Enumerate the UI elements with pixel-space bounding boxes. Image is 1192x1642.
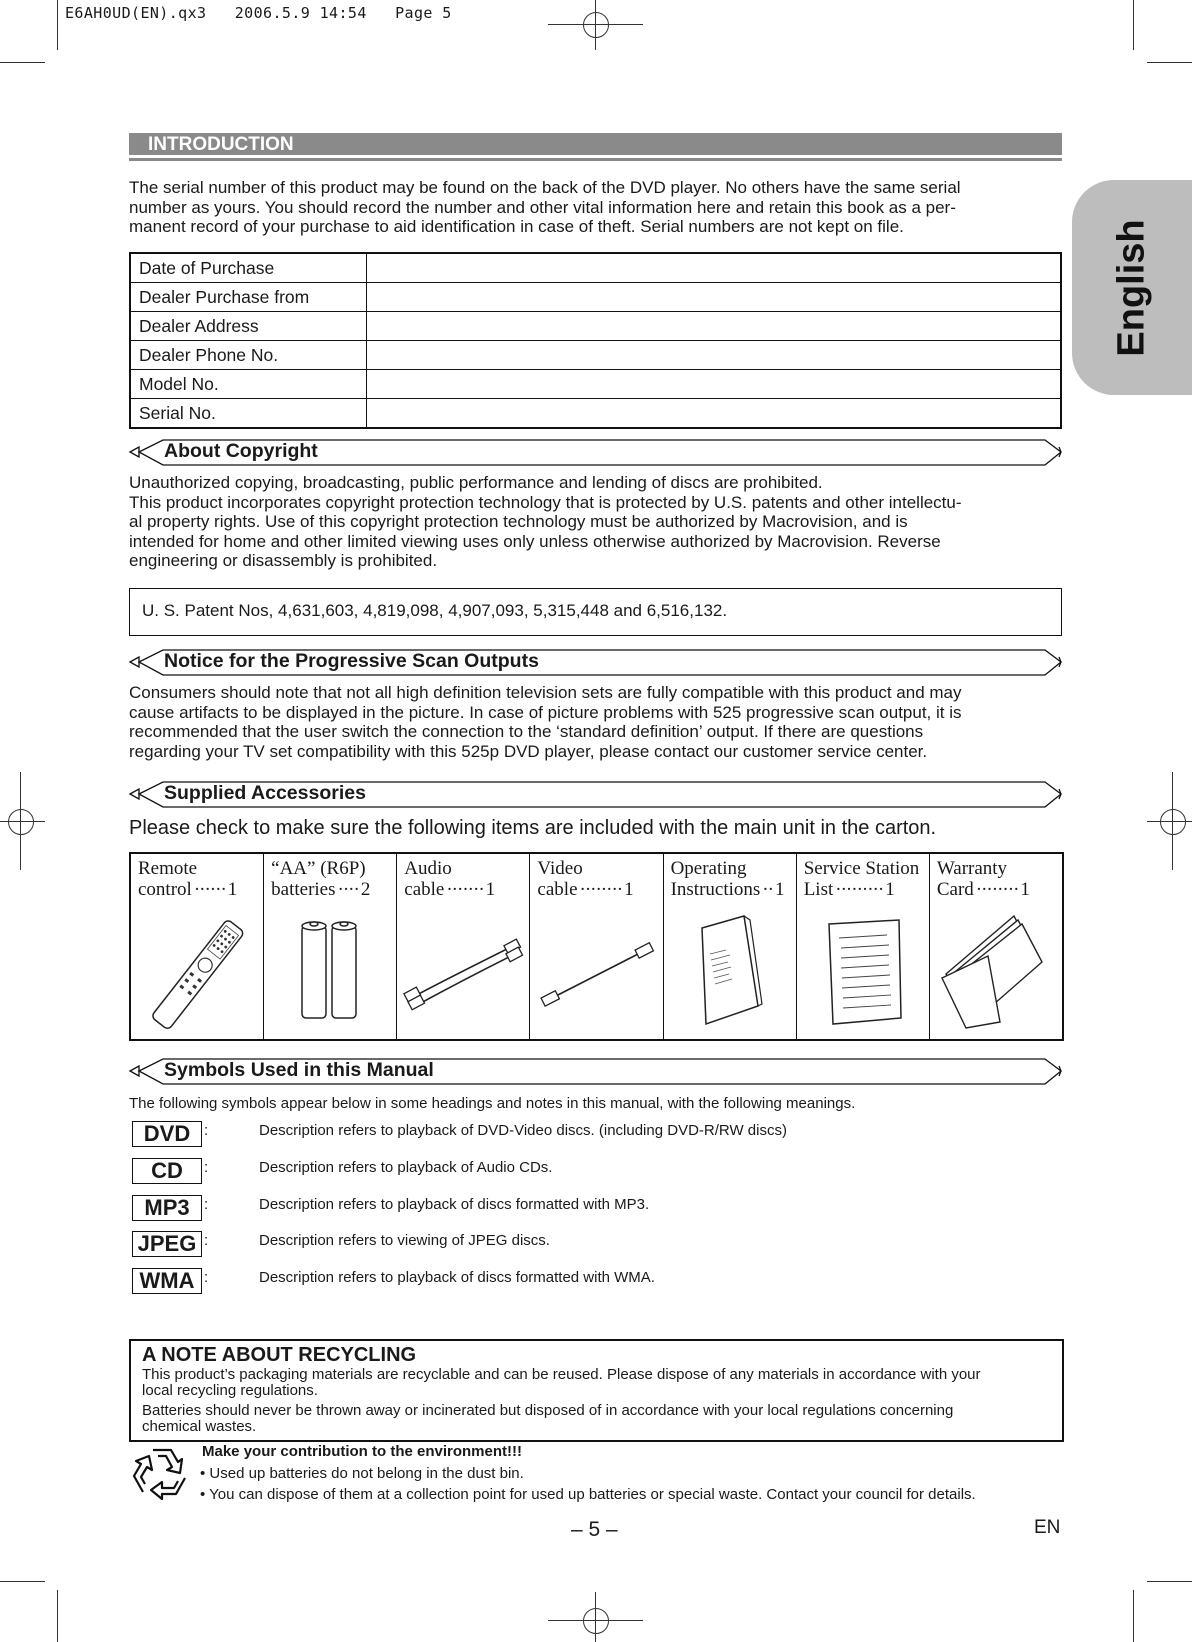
accessory-quantity: 1 [1020,879,1030,900]
accessory-name-line2: cable [404,879,445,900]
accessory-quantity: 1 [485,879,496,900]
table-row [130,253,1061,283]
recycling-title: A NOTE ABOUT RECYCLING [142,1344,417,1366]
paragraph-line: chemical wastes. [142,1418,257,1435]
copyright-section-header [127,438,1064,468]
symbols-title: Symbols Used in this Manual [164,1059,434,1081]
accessory-item [396,854,529,1039]
batteries-icon [264,914,396,1034]
paragraph-line: recommended that the user switch the connection to the ‘standard definition’ output. If there are questions [129,722,924,742]
leader-dots: ········ [975,879,1019,900]
field-value[interactable] [367,399,1062,429]
table-row [130,283,1061,312]
field-value[interactable] [367,312,1062,341]
accessory-name: Audio [404,858,452,879]
accessories-intro: Please check to make sure the following items are included with the main unit in the carton. [129,817,937,839]
paragraph-line: cause artifacts to be displayed in the picture. In case of picture problems with 525 progressive scan output, it is [129,702,962,722]
recycling-paragraph [142,1367,1052,1399]
introduction-header-rule [129,158,1062,161]
accessory-quantity: 2 [360,879,371,900]
accessories-section-header [127,780,1064,810]
manual-booklet-icon [664,914,796,1034]
accessories-title: Supplied Accessories [164,782,366,804]
progressive-section-header [127,648,1064,678]
symbol-description: Description refers to viewing of JPEG discs. [259,1232,550,1249]
accessory-item [529,854,662,1039]
accessory-name: Service Station [803,858,920,879]
field-label: Dealer Address [130,312,367,341]
paragraph-line: al property rights. Use of this copyright protection technology must be authorized by Macrovision, and is [129,512,908,532]
accessory-name-line2: cable [537,879,578,900]
paragraph-line: engineering or disassembly is prohibited. [129,551,438,571]
symbol-colon: : [204,1269,209,1286]
disc-type-badge: JPEG [132,1231,202,1257]
disc-type-badge: DVD [132,1121,202,1147]
leader-dots: ···· [337,879,359,900]
accessory-name-line2: List [803,879,834,900]
accessory-name: Remote [138,858,198,879]
symbol-description: Description refers to playback of DVD-Video discs. (including DVD-R/RW discs) [259,1122,787,1139]
audio-cable-icon [397,914,529,1034]
symbols-section-header [127,1057,1064,1087]
accessory-quantity: 1 [624,879,634,900]
accessory-name-line2: control [138,879,192,900]
field-value[interactable] [367,341,1062,370]
paragraph-line: regarding your TV set compatibility with this 525p DVD player, please contact our customer service center. [129,741,928,761]
table-row [130,370,1061,399]
language-tab-label: English [1110,218,1153,357]
accessory-item [929,854,1062,1039]
paragraph-line: Batteries should never be thrown away or incinerated but disposed of in accordance with your local regulations concerning [142,1402,954,1419]
environment-item: • You can dispose of them at a collection point for used up batteries or special waste. Contact your council for details. [200,1486,976,1503]
accessory-quantity: 1 [227,879,238,900]
paragraph-line: number as yours. You should record the number and other vital information here and retain this book as a per- [129,197,956,217]
introduction-paragraph [129,178,961,237]
leader-dots: ········· [835,879,884,900]
patent-numbers: U. S. Patent Nos, 4,631,603, 4,819,098, 4,907,093, 5,315,448 and 6,516,132. [142,601,728,620]
leader-dots: ······· [446,879,484,900]
copyright-title: About Copyright [164,440,318,462]
accessory-item [796,854,929,1039]
progressive-paragraph [129,683,962,761]
field-label: Model No. [130,370,367,399]
accessory-name-line2: batteries [271,879,336,900]
recycling-paragraph [142,1403,1052,1435]
disc-type-badge: WMA [132,1268,202,1294]
accessory-name: Operating [670,858,747,879]
recycle-icon [131,1444,193,1506]
environment-item: • Used up batteries do not belong in the dust bin. [200,1465,524,1482]
leader-dots: ·· [762,879,773,900]
symbol-colon: : [204,1232,209,1249]
video-cable-icon [530,914,662,1034]
warranty-card-icon [930,914,1062,1034]
paragraph-line: This product incorporates copyright protection technology that is protected by U.S. patents and other intellectu- [129,492,962,512]
symbol-colon: : [204,1196,209,1213]
copyright-paragraph [129,473,962,571]
accessory-item [663,854,796,1039]
symbol-description: Description refers to playback of discs formatted with MP3. [259,1196,650,1213]
symbols-intro: The following symbols appear below in some headings and notes in this manual, with the following meanings. [129,1095,856,1112]
field-label: Serial No. [130,399,367,429]
print-header: E6AH0UD(EN).qx3 2006.5.9 14:54 Page 5 [65,4,452,22]
accessory-name: Video [537,858,583,879]
accessory-item [131,854,263,1039]
accessory-name-line2: Card [936,879,974,900]
language-tab[interactable] [1072,180,1192,395]
paragraph-line: manent record of your purchase to aid identification in case of theft. Serial numbers are not kept on file. [129,217,904,237]
symbol-description: Description refers to playback of discs formatted with WMA. [259,1269,655,1286]
table-row [130,312,1061,341]
field-label: Date of Purchase [130,253,367,283]
page-number: – 5 – [571,1518,618,1541]
field-value[interactable] [367,370,1062,399]
progressive-title: Notice for the Progressive Scan Outputs [164,650,539,672]
leader-dots: ········ [579,879,623,900]
paragraph-line: intended for home and other limited viewing uses only unless otherwise authorized by Macrovision. Reverse [129,531,941,551]
paragraph-line: Consumers should note that not all high definition television sets are fully compatible with this product and may [129,683,962,702]
paragraph-line: The serial number of this product may be found on the back of the DVD player. No others have the same serial [129,178,961,197]
accessories-table [129,852,1064,1041]
field-value[interactable] [367,283,1062,312]
accessory-quantity: 1 [885,879,895,900]
language-code: EN [1034,1517,1061,1538]
table-row [130,399,1061,429]
accessory-quantity: 1 [774,879,785,900]
paragraph-line: Unauthorized copying, broadcasting, public performance and lending of discs are prohibited. [129,473,823,492]
disc-type-badge: CD [132,1158,202,1184]
purchase-record-table [129,252,1062,429]
patent-box [129,588,1062,636]
recycling-note-box [129,1339,1064,1442]
paragraph-line: This product’s packaging materials are recyclable and can be reused. Please dispose of any materials in accordance with your [142,1366,981,1383]
accessory-name-line2: Instructions [670,879,761,900]
accessory-item [263,854,396,1039]
symbol-colon: : [204,1122,209,1139]
field-label: Dealer Phone No. [130,341,367,370]
field-label: Dealer Purchase from [130,283,367,312]
service-list-icon [797,914,929,1034]
field-value[interactable] [367,253,1062,283]
environment-title: Make your contribution to the environment!!! [202,1443,523,1460]
symbol-description: Description refers to playback of Audio CDs. [259,1159,553,1176]
paragraph-line: local recycling regulations. [142,1382,318,1399]
remote-control-icon [131,914,263,1034]
accessory-name: “AA” (R6P) [271,858,366,879]
accessory-name: Warranty [936,858,1008,879]
disc-type-badge: MP3 [132,1195,202,1221]
leader-dots: ······ [193,879,226,900]
symbol-colon: : [204,1159,209,1176]
introduction-title: INTRODUCTION [148,134,294,155]
table-row [130,341,1061,370]
